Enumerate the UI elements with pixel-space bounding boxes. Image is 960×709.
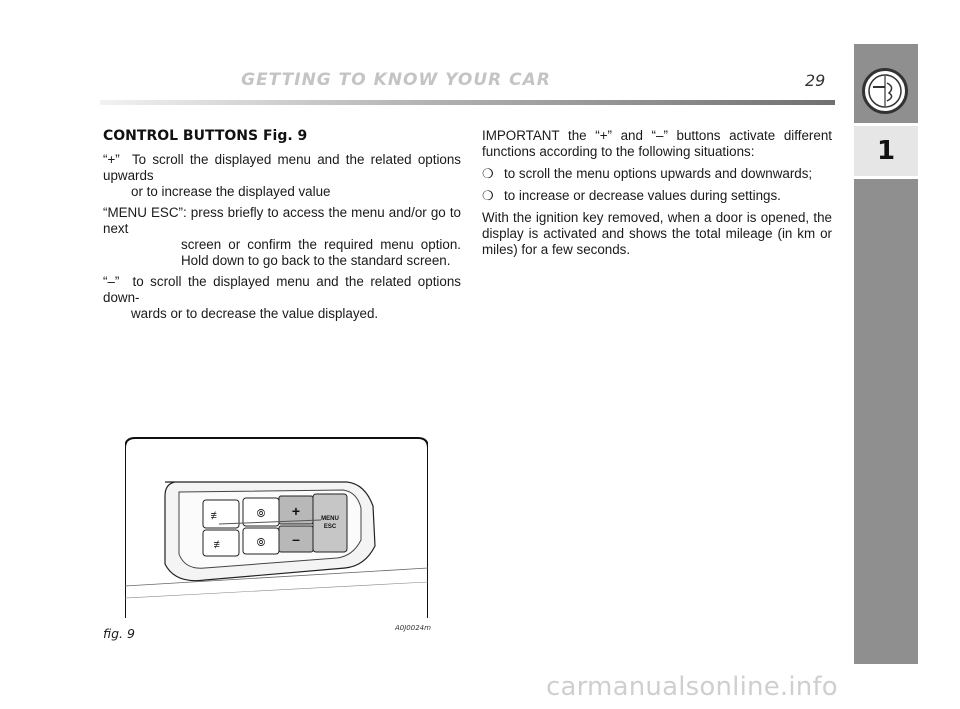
- chapter-number: 1: [876, 136, 896, 166]
- closing-paragraph: With the ignition key removed, when a door is opened, the display is activated and shows the total mileage (in km or miles) for a few seconds.: [482, 210, 832, 257]
- right-column: [482, 128, 832, 264]
- watermark: carmanualsonline.info: [546, 672, 838, 702]
- important-note: IMPORTANT the “+” and “–” buttons activate different functions according to the following situations:: [482, 128, 832, 159]
- plus-label: +: [291, 503, 301, 519]
- chapter-tab[interactable]: [854, 123, 918, 179]
- definition-key: “MENU ESC”:: [103, 205, 187, 220]
- headlight-icon: ⦾: [256, 508, 266, 520]
- figure-code: A0J0024m: [395, 624, 431, 632]
- page-number: 29: [805, 71, 826, 90]
- rear-fog-icon: ≢: [210, 510, 222, 522]
- bullet-icon: ❍: [482, 188, 494, 203]
- figure-caption: fig. 9: [103, 626, 135, 641]
- menu-label: MENU: [321, 516, 339, 522]
- page-header-title: GETTING TO KNOW YOUR CAR: [241, 70, 551, 90]
- definition-minus: [103, 274, 461, 322]
- definition-menu-esc: [103, 205, 461, 269]
- definition-key: “–”: [103, 274, 120, 289]
- definition-plus: [103, 152, 461, 200]
- definition-text: To scroll the displayed menu and the related options upwards: [103, 152, 462, 183]
- control-buttons-figure: [125, 436, 428, 618]
- front-fog-icon: ≢: [213, 539, 225, 551]
- list-item: [482, 166, 832, 182]
- list-item-text: to scroll the menu options upwards and downwards;: [504, 166, 813, 181]
- bullet-icon: ❍: [482, 166, 494, 181]
- definition-text: press briefly to access the menu and/or go to next: [103, 205, 461, 236]
- definition-continued: or to increase the displayed value: [131, 184, 331, 199]
- dashboard-illustration: [125, 436, 428, 618]
- logo-emblem: [865, 71, 905, 111]
- definition-text: to scroll the displayed menu and the related options down-: [103, 274, 461, 305]
- esc-label: ESC: [323, 524, 337, 530]
- definition-key: “+”: [103, 152, 120, 167]
- parking-light-icon: ⦾: [256, 537, 266, 549]
- left-column: [103, 128, 461, 327]
- definition-continued: screen or confirm the required menu option. Hold down to go back to the standard screen.: [181, 237, 461, 268]
- minus-label: –: [292, 531, 300, 547]
- list-item: [482, 188, 832, 204]
- list-item-text: to increase or decrease values during settings.: [504, 188, 781, 203]
- section-heading: CONTROL BUTTONS Fig. 9: [103, 128, 308, 144]
- definition-continued: wards or to decrease the value displayed.: [131, 306, 379, 321]
- header-divider: [100, 100, 835, 105]
- menu-esc-button[interactable]: [313, 494, 347, 552]
- alfa-romeo-logo-icon: [862, 68, 908, 114]
